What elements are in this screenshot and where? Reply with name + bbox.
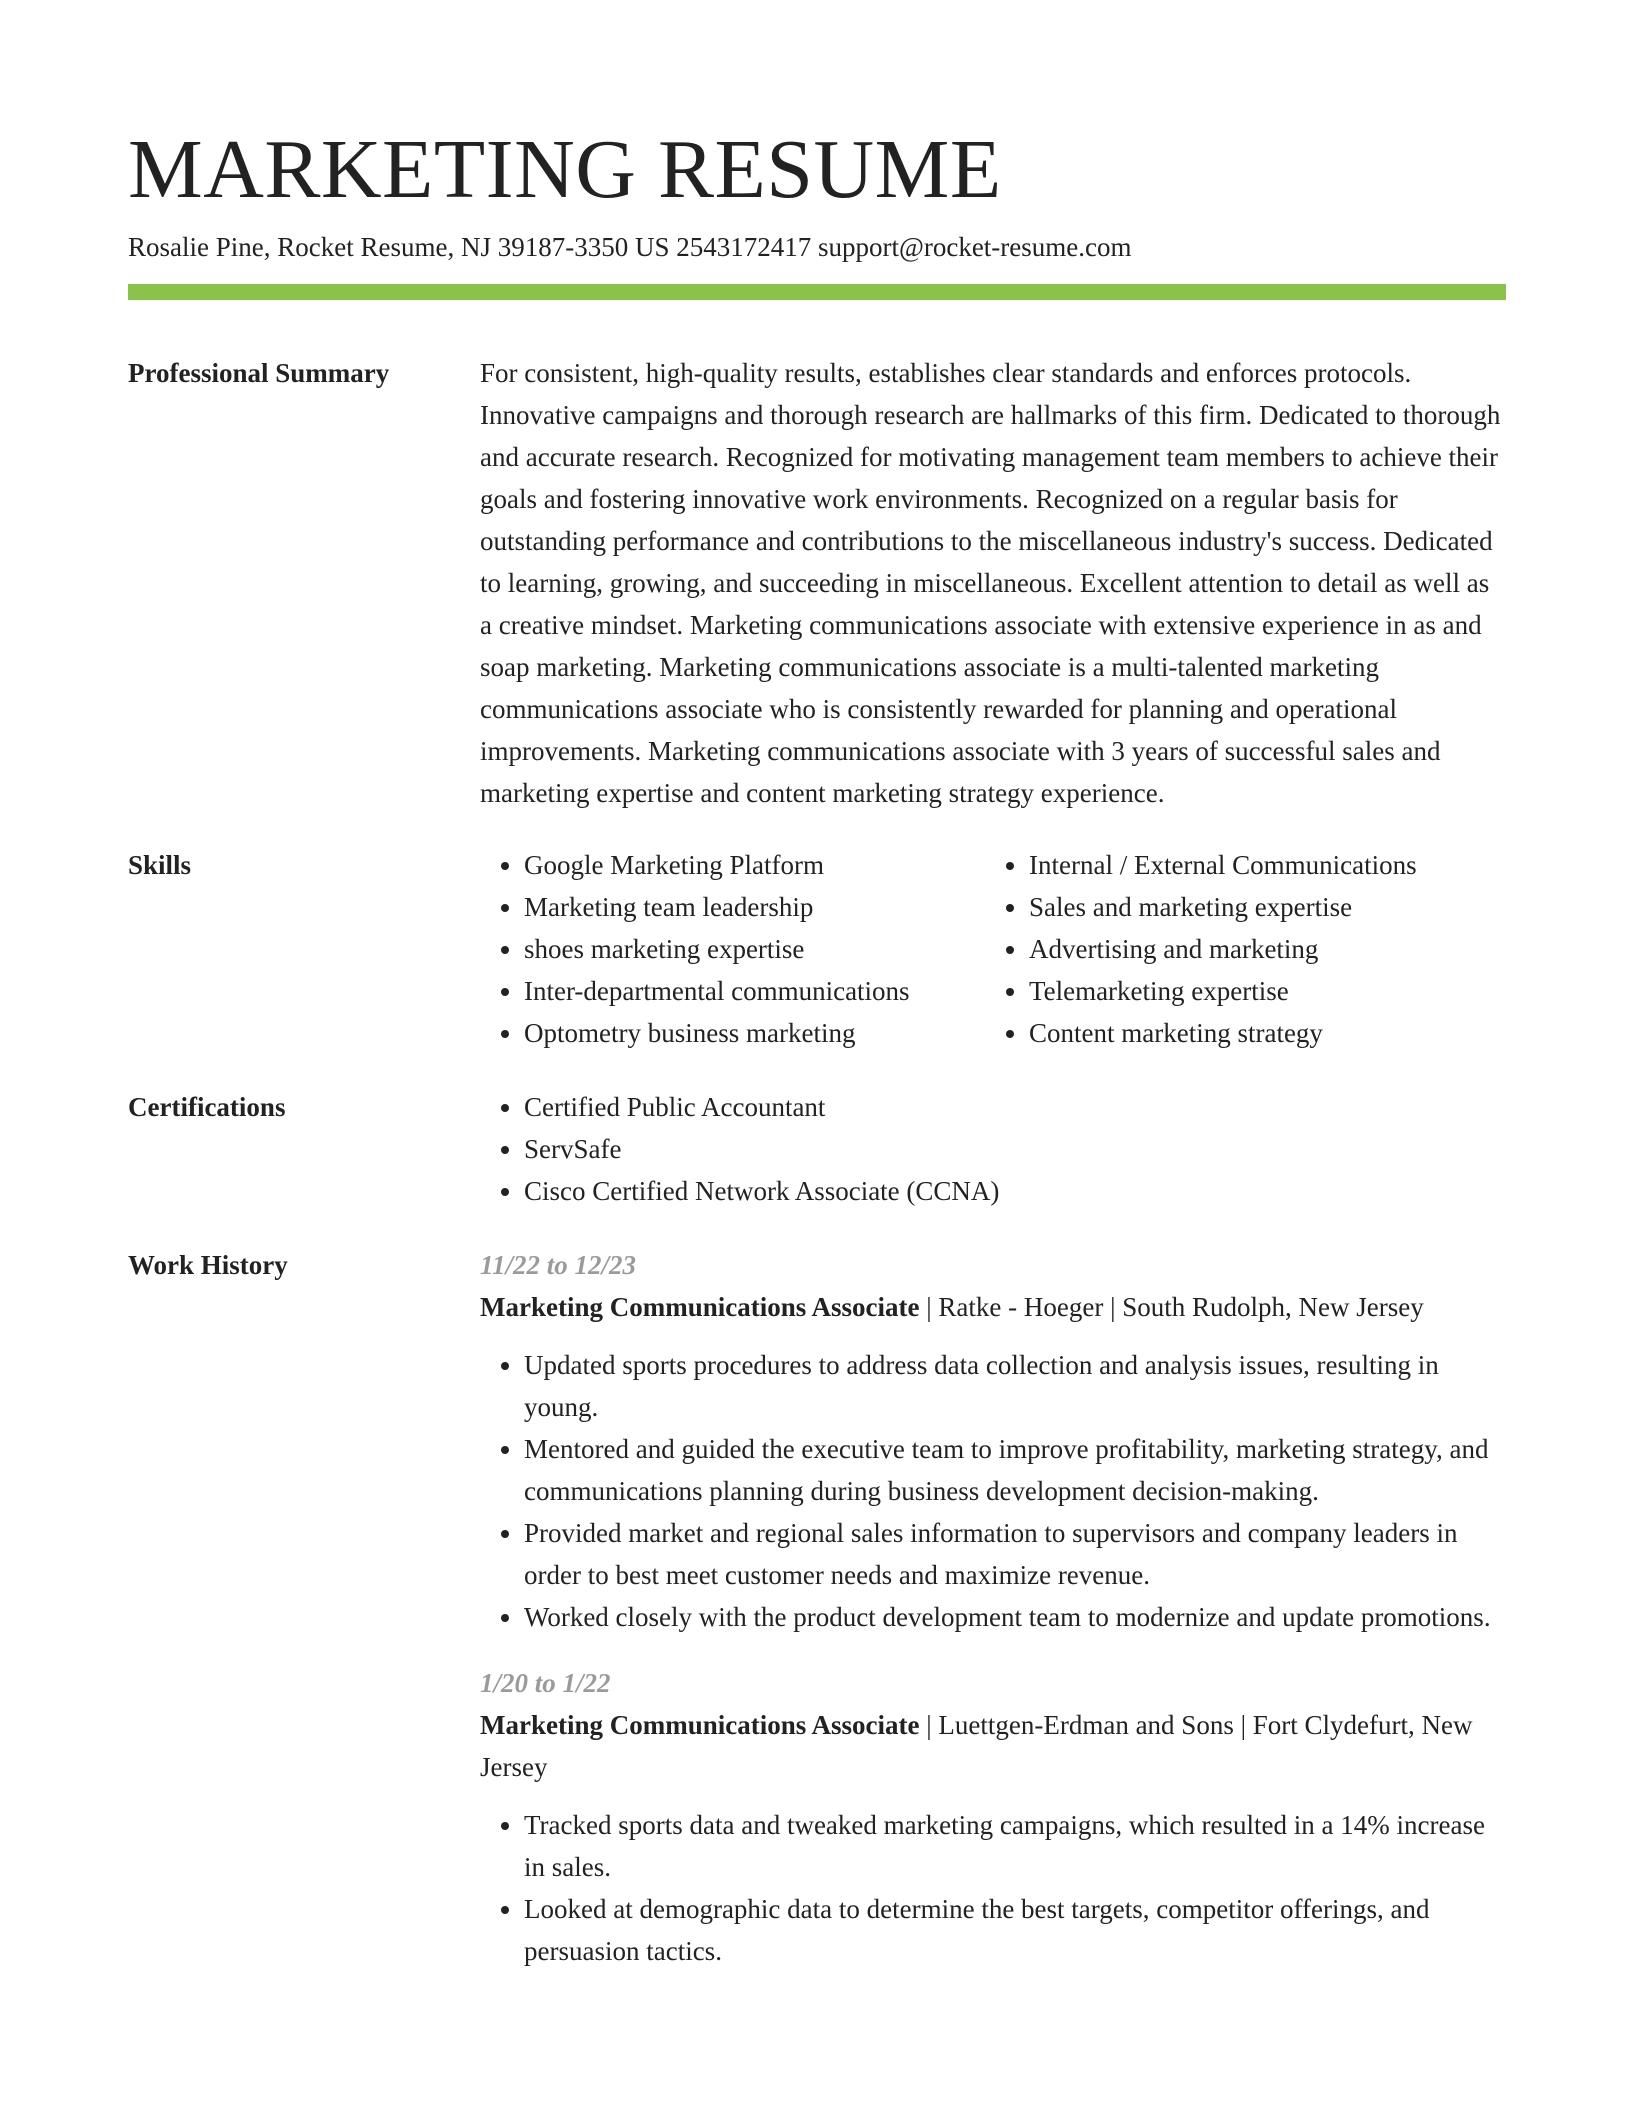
job-bullet: • Tracked sports data and tweaked marketing campaigns, which resulted in a 14% increase in sales. (524, 1804, 1506, 1888)
contact-phone: 2543172417 (676, 232, 812, 262)
job-bullet: • Worked closely with the product development team to modernize and update promotions. (524, 1596, 1506, 1638)
job-dates: 11/22 to 12/23 (480, 1250, 637, 1280)
certification-item: • ServSafe (524, 1128, 1506, 1170)
work-history-body (480, 1244, 1506, 1996)
skill-item: • Google Marketing Platform (524, 844, 985, 886)
skill-item: • Content marketing strategy (1029, 1012, 1506, 1054)
certifications-section (128, 1086, 1506, 1212)
contact-city: Rocket Resume, (277, 232, 455, 262)
contact-email: support@rocket-resume.com (817, 232, 1132, 262)
certification-item: • Certified Public Accountant (524, 1086, 1506, 1128)
skill-item: • shoes marketing expertise (524, 928, 985, 970)
skill-item: • Telemarketing expertise (1029, 970, 1506, 1012)
job-heading (480, 1704, 1506, 1788)
certifications-body (480, 1086, 1506, 1212)
job-dates: 1/20 to 1/22 (480, 1668, 611, 1698)
resume-title: MARKETING RESUME (128, 123, 1002, 216)
contact-state-zip: NJ 39187-3350 (460, 232, 629, 262)
skills-list-right (985, 844, 1506, 1054)
contact-name: Rosalie Pine, (128, 232, 271, 262)
job-bullet: • Provided market and regional sales information to supervisors and company leaders in order to best meet customer needs and maximize revenue. (524, 1512, 1506, 1596)
skill-item: • Inter-departmental communications (524, 970, 985, 1012)
skills-section (128, 844, 1506, 1054)
certifications-label: Certifications (128, 1092, 286, 1122)
job-bullets (480, 1804, 1506, 1972)
summary-label: Professional Summary (128, 358, 390, 388)
summary-body (480, 352, 1506, 814)
skill-item: • Internal / External Communications (1029, 844, 1506, 886)
job-details: | Luettgen-Erdman and Sons | Fort Clydefurt, New Jersey (480, 1710, 1473, 1782)
job-heading (480, 1286, 1506, 1328)
skills-body (480, 844, 1506, 1054)
job-title: Marketing Communications Associate (480, 1292, 920, 1322)
job-entry (480, 1244, 1506, 1638)
skill-item: • Marketing team leadership (524, 886, 985, 928)
certifications-list (480, 1086, 1506, 1212)
skill-item: • Optometry business marketing (524, 1012, 985, 1054)
job-bullets (480, 1344, 1506, 1638)
skills-list-left (480, 844, 985, 1054)
certification-item: • Cisco Certified Network Associate (CCNA) (524, 1170, 1506, 1212)
job-title: Marketing Communications Associate (480, 1710, 920, 1740)
job-entry (480, 1662, 1506, 1972)
contact-line (128, 228, 1506, 266)
contact-country: US (634, 232, 670, 262)
job-bullet: • Looked at demographic data to determine the best targets, competitor offerings, and persuasion tactics. (524, 1888, 1506, 1972)
job-details: | Ratke - Hoeger | South Rudolph, New Jersey (919, 1292, 1424, 1322)
header-divider (128, 284, 1506, 300)
job-bullet: • Mentored and guided the executive team to improve profitability, marketing strategy, and communications planning during business development decision-making. (524, 1428, 1506, 1512)
work-history-section (128, 1244, 1506, 1996)
work-history-label: Work History (128, 1250, 288, 1280)
skills-label: Skills (128, 850, 192, 880)
skill-item: • Advertising and marketing (1029, 928, 1506, 970)
job-bullet: • Updated sports procedures to address data collection and analysis issues, resulting in young. (524, 1344, 1506, 1428)
resume-page (128, 120, 1506, 1996)
summary-section (128, 352, 1506, 814)
summary-text: For consistent, high-quality results, establishes clear standards and enforces protocols. Innovative campaigns and thorough research are hallmarks of this firm. Dedicated to thorough and accurate research. Recognized for motivating management team members to achieve their goals and fostering innovative work environments. Recognized on a regular basis for outstanding performance and contributions to the miscellaneous industry's success. Dedicated to learning, growing, and succeeding in miscellaneous. Excellent attention to detail as well as a creative mindset. Marketing communications associate with extensive experience in as and soap marketing. Marketing communications associate is a multi-talented marketing communications associate who is consistently rewarded for planning and operational improvements. Marketing communications associate with 3 years of successful sales and marketing expertise and content marketing strategy experience. (480, 358, 1501, 808)
skill-item: • Sales and marketing expertise (1029, 886, 1506, 928)
